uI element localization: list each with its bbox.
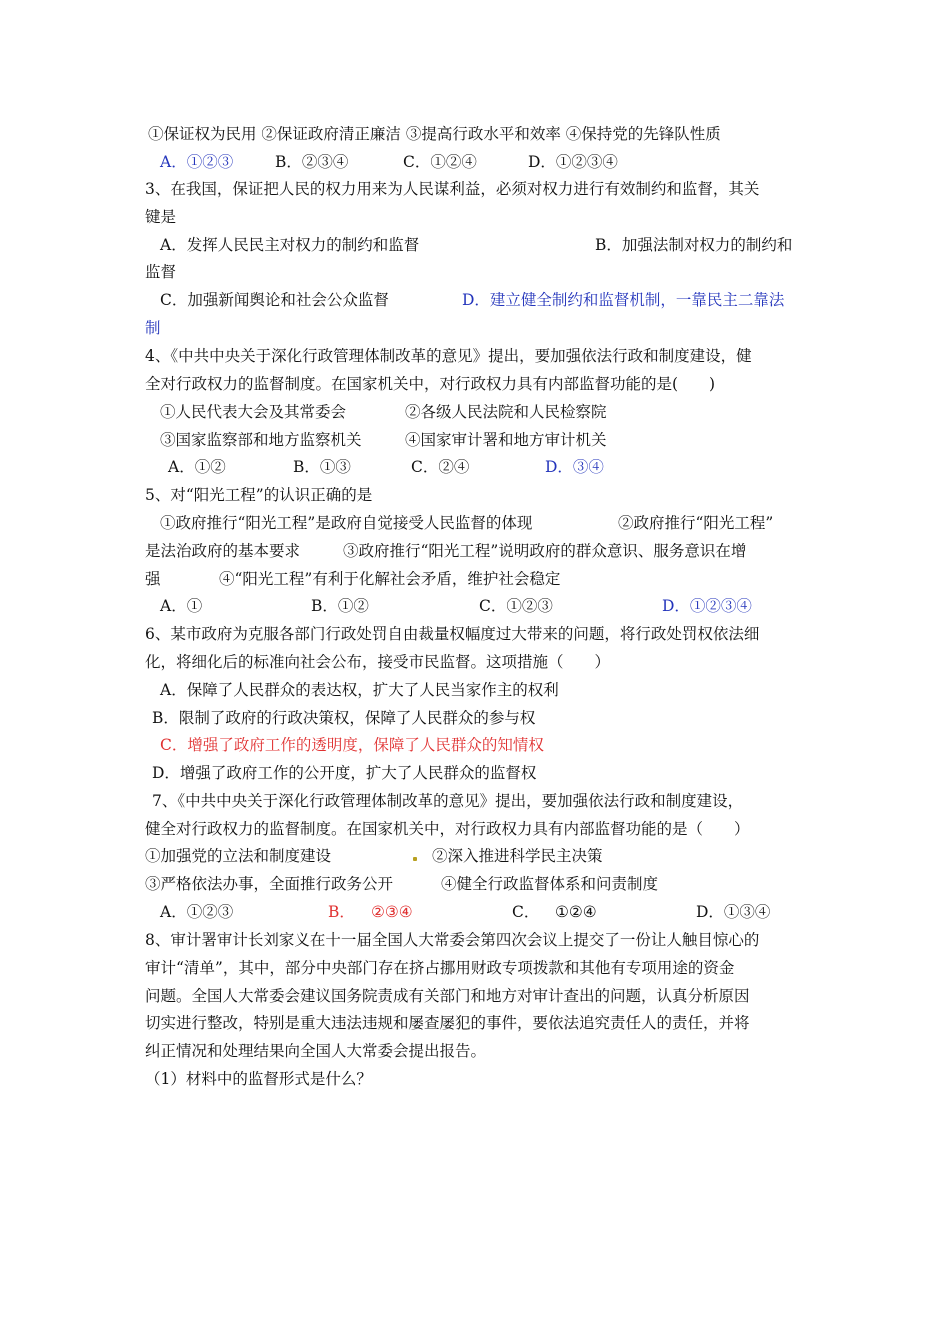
q5-stem: 5、对“阳光工程”的认识正确的是 xyxy=(145,486,373,504)
q5-item-3-cont: 强 xyxy=(145,570,161,588)
q4-option-c: C．②④ xyxy=(411,458,470,476)
q6-option-a: A．保障了人民群众的表达权，扩大了人民当家作主的权利 xyxy=(160,681,559,699)
q8-material-line-1: 8、审计署审计长刘家义在十一届全国人大常委会第四次会议上提交了一份让人触目惊心的 xyxy=(145,931,760,949)
q7-stem: 7、《中共中央关于深化行政管理体制改革的意见》提出，要加强依法行政和制度建设， xyxy=(152,792,744,810)
q2-option-a: A．①②③ xyxy=(160,153,234,171)
q2-option-b: B．②③④ xyxy=(275,153,349,171)
q6-option-b: B．限制了政府的行政决策权，保障了人民群众的参与权 xyxy=(152,709,536,727)
q6-stem: 6、某市政府为克服各部门行政处罚自由裁量权幅度过大带来的问题，将行政处罚权依法细 xyxy=(145,625,760,643)
q7-option-d: D．①③④ xyxy=(696,903,771,921)
q8-material-line-5: 纠正情况和处理结果向全国人大常委会提出报告。 xyxy=(145,1042,487,1060)
q3-option-d: D．建立健全制约和监督机制，一靠民主二靠法 xyxy=(462,291,785,309)
q3-stem-cont: 键是 xyxy=(145,208,177,226)
q7-item-3: ③严格依法办事，全面推行政务公开 xyxy=(145,875,394,893)
q7-option-c-value: ①②④ xyxy=(555,903,597,921)
q4-item-1: ①人民代表大会及其常委会 xyxy=(160,403,347,421)
q6-option-c: C．增强了政府工作的透明度，保障了人民群众的知情权 xyxy=(160,736,544,754)
q6-option-d: D．增强了政府工作的公开度，扩大了人民群众的监督权 xyxy=(152,764,537,782)
q7-item-1: ①加强党的立法和制度建设 xyxy=(145,847,332,865)
q4-option-b: B．①③ xyxy=(293,458,351,476)
q7-option-b-value: ②③④ xyxy=(371,903,413,921)
q5-option-d: D．①②③④ xyxy=(662,597,752,615)
q4-option-a: A．①② xyxy=(168,458,226,476)
q3-option-d-cont: 制 xyxy=(145,319,161,337)
q3-option-b: B．加强法制对权力的制约和 xyxy=(595,236,793,254)
q4-option-d: D．③④ xyxy=(545,458,604,476)
q2-option-c: C．①②④ xyxy=(403,153,477,171)
q4-item-3: ③国家监察部和地方监察机关 xyxy=(160,431,362,449)
q3-option-b-cont: 监督 xyxy=(145,263,177,281)
q5-item-1: ①政府推行“阳光工程”是政府自觉接受人民监督的体现 xyxy=(160,514,533,532)
q3-option-a: A．发挥人民民主对权力的制约和监督 xyxy=(160,236,420,254)
q5-option-a: A．① xyxy=(160,597,203,615)
q8-subquestion-1: （1）材料中的监督形式是什么？ xyxy=(145,1070,372,1088)
q5-item-3: ③政府推行“阳光工程”说明政府的群众意识、服务意识在增 xyxy=(343,542,747,560)
q5-item-2: ②政府推行“阳光工程” xyxy=(618,514,774,532)
stray-dot-mark xyxy=(413,857,417,861)
q8-material-line-3: 问题。全国人大常委会建议国务院责成有关部门和地方对审计查出的问题，认真分析原因 xyxy=(145,987,750,1005)
q5-item-2-cont: 是法治政府的基本要求 xyxy=(145,542,301,560)
q3-option-c: C．加强新闻舆论和社会公众监督 xyxy=(160,291,389,309)
q4-item-2: ②各级人民法院和人民检察院 xyxy=(405,403,607,421)
q5-option-b: B．①② xyxy=(311,597,369,615)
q4-stem: 4、《中共中央关于深化行政管理体制改革的意见》提出，要加强依法行政和制度建设，健 xyxy=(145,347,752,365)
q7-option-a: A．①②③ xyxy=(160,903,234,921)
q6-stem-cont: 化，将细化后的标准向社会公布，接受市民监督。这项措施（ ） xyxy=(145,653,611,671)
q7-stem-cont: 健全对行政权力的监督制度。在国家机关中，对行政权力具有内部监督功能的是（ ） xyxy=(145,820,750,838)
q3-stem: 3、在我国，保证把人民的权力用来为人民谋利益，必须对权力进行有效制约和监督，其关 xyxy=(145,180,760,198)
q5-option-c: C．①②③ xyxy=(479,597,553,615)
q5-item-4: ④“阳光工程”有利于化解社会矛盾，维护社会稳定 xyxy=(219,570,561,588)
q4-item-4: ④国家审计署和地方审计机关 xyxy=(405,431,607,449)
q7-option-c-letter: C． xyxy=(512,903,540,921)
q8-material-line-4: 切实进行整改，特别是重大违法违规和屡查屡犯的事件，要依法追究责任人的责任，并将 xyxy=(145,1014,750,1032)
q7-item-4: ④健全行政监督体系和问责制度 xyxy=(441,875,659,893)
q2-items: ①保证权为民用 ②保证政府清正廉洁 ③提高行政水平和效率 ④保持党的先锋队性质 xyxy=(148,125,721,143)
q4-stem-cont: 全对行政权力的监督制度。在国家机关中，对行政权力具有内部监督功能的是( ) xyxy=(145,375,716,393)
q8-material-line-2: 审计“清单”，其中，部分中央部门存在挤占挪用财政专项拨款和其他有专项用途的资金 xyxy=(145,959,735,977)
q7-option-b-letter: B． xyxy=(328,903,355,921)
q7-item-2: ②深入推进科学民主决策 xyxy=(432,847,603,865)
q2-option-d: D．①②③④ xyxy=(528,153,618,171)
